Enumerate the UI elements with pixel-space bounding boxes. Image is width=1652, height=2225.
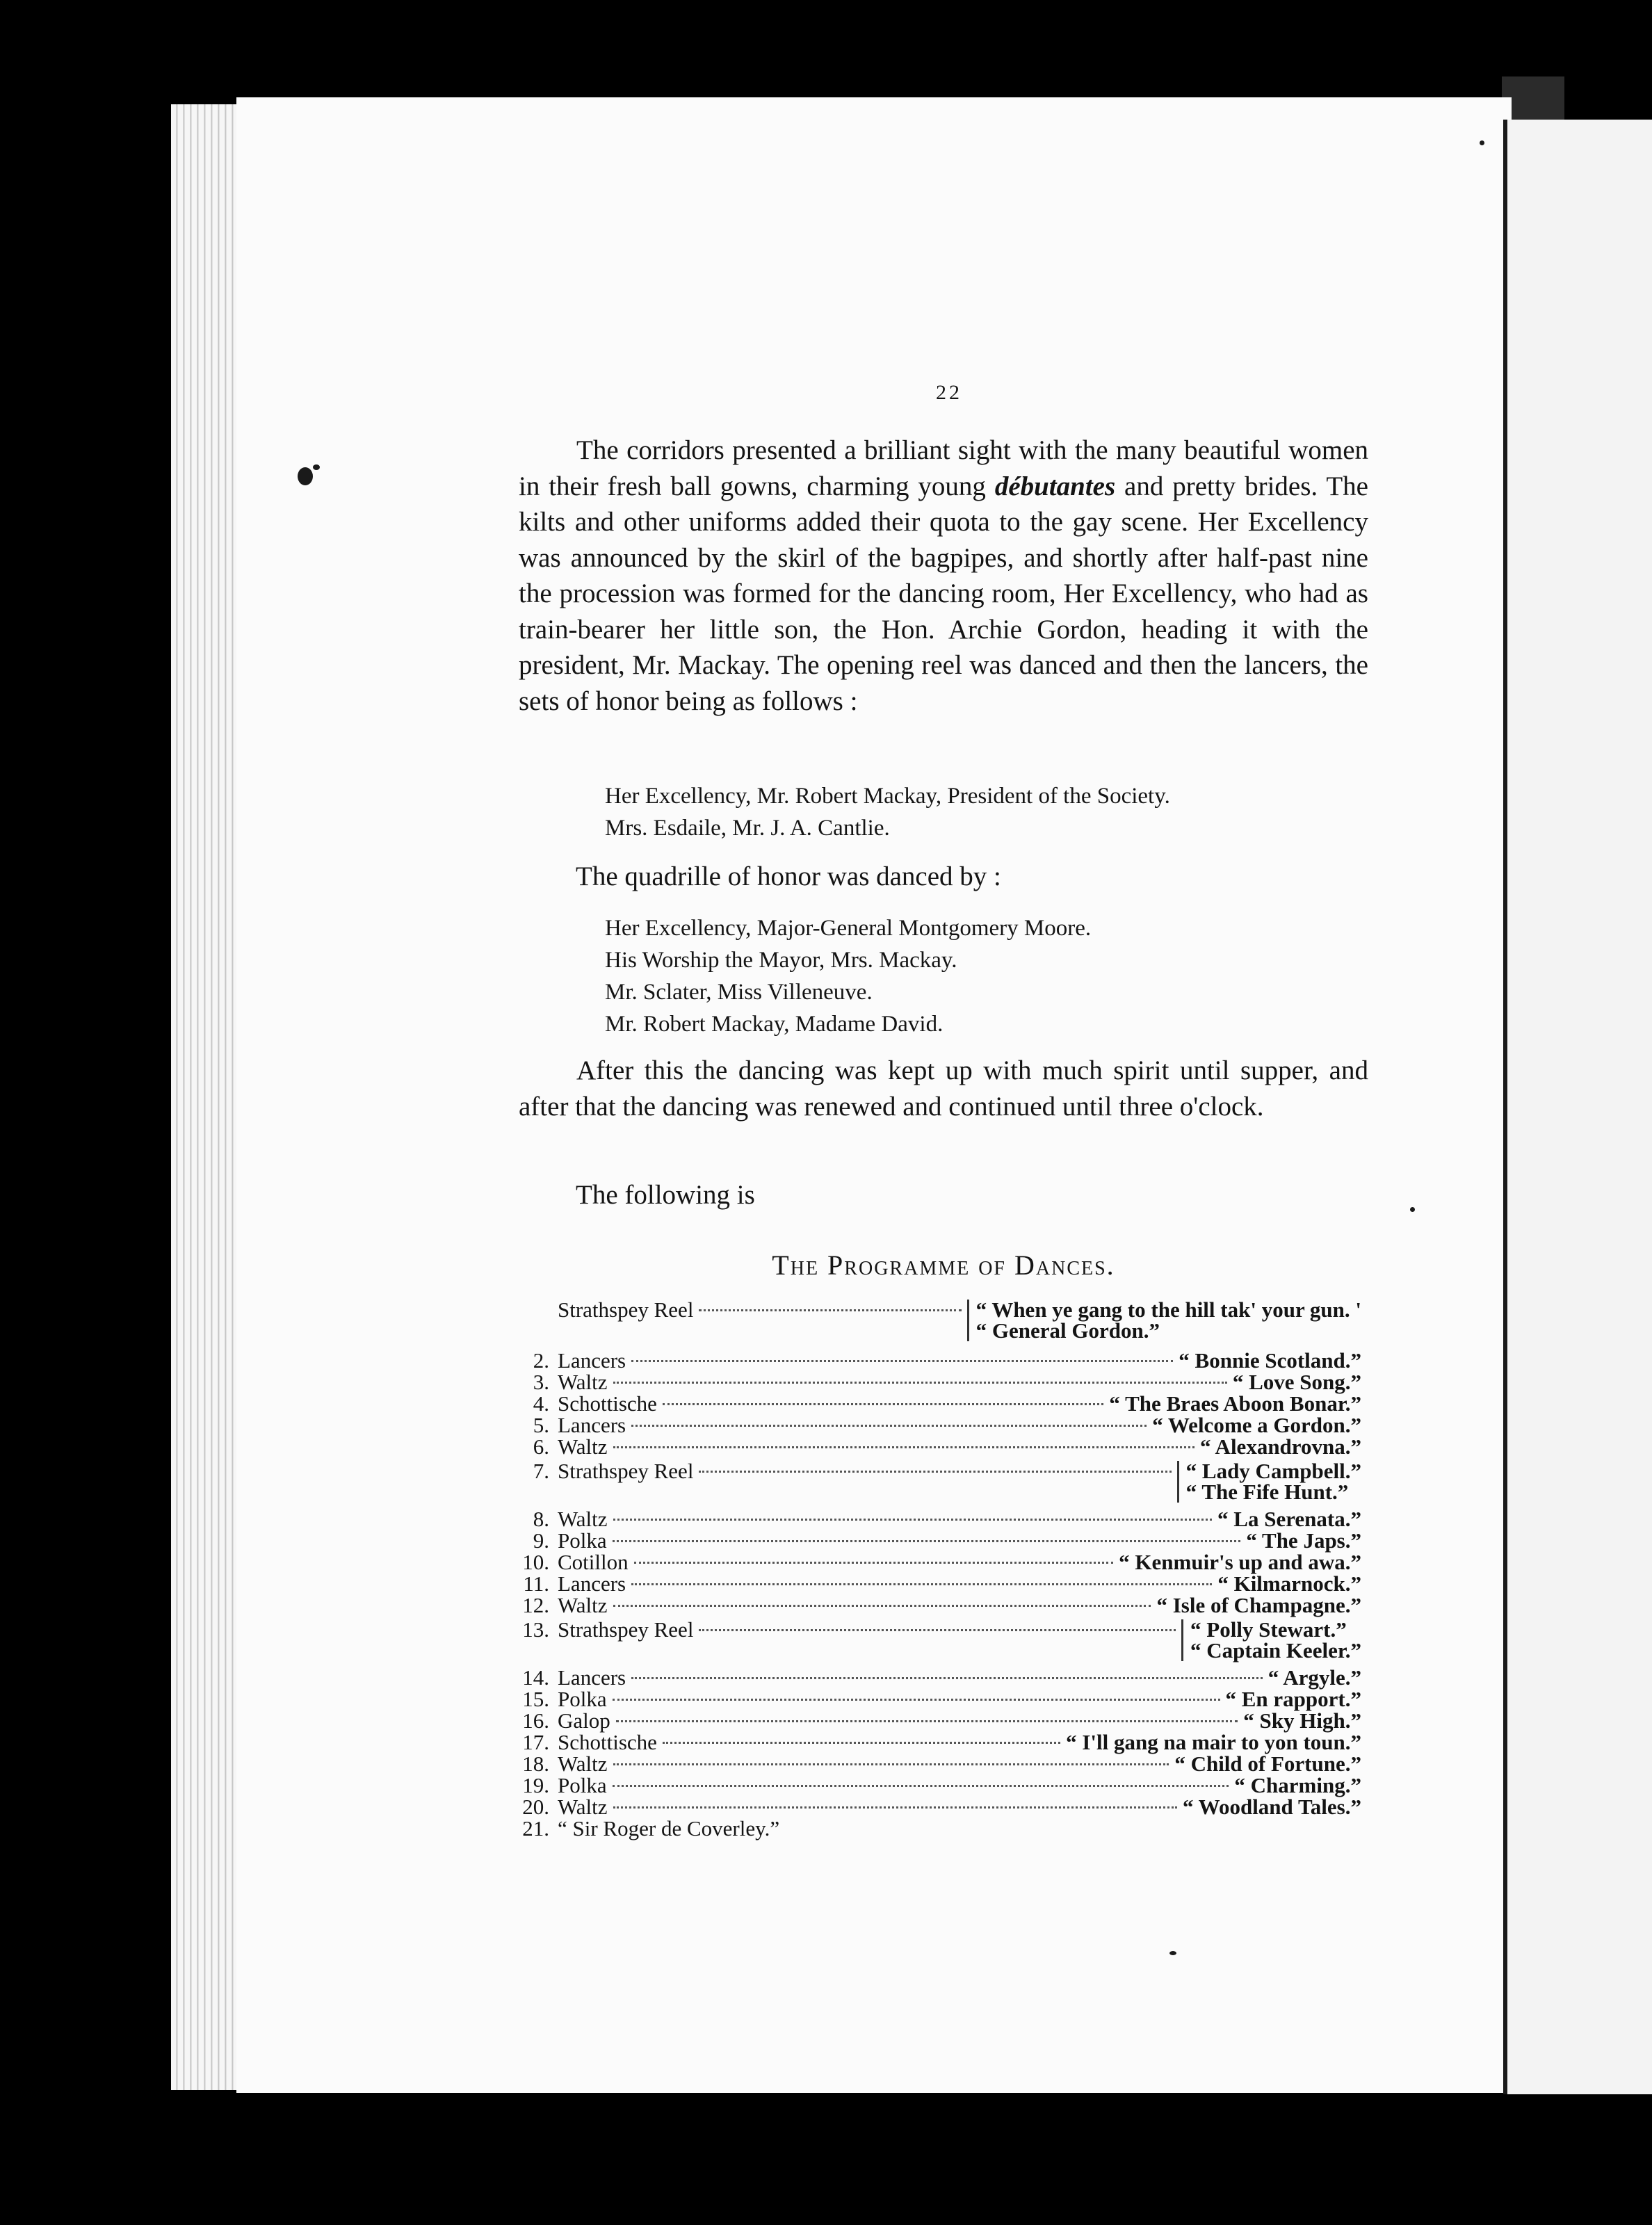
dance-name: Polka (558, 1687, 607, 1711)
dot-leader (631, 1360, 1173, 1362)
dot-leader (616, 1720, 1238, 1722)
dance-name: Lancers (558, 1348, 626, 1373)
tune-name: “ General Gordon.” (975, 1318, 1160, 1343)
tune-name: “ The Japs.” (1246, 1528, 1361, 1553)
paragraph-text: and pretty brides. The kilts and other uniforms added their quota to the gay scene. Her Excellency was announced by the skirl of the bagpipes, and shortly after half-past nine the procession was formed for the dancing room, Her Excellency, who had as train-bearer her little son, the Hon. Archie Gordon, heading it with the president, Mr. Mackay. The opening reel was danced and then the lancers, the sets of honor being as follows : (519, 471, 1368, 716)
dance-number: 19. (522, 1773, 549, 1797)
dot-leader (613, 1540, 1241, 1542)
sets-of-honor-list (605, 780, 1170, 844)
ink-speck (1169, 1951, 1176, 1955)
dance-number: 16. (522, 1708, 549, 1733)
dot-leader (663, 1742, 1060, 1744)
dance-number: 14. (522, 1665, 549, 1690)
dance-name: Lancers (558, 1413, 626, 1437)
tune-name: “ When ye gang to the hill tak' your gun. ' (975, 1297, 1361, 1322)
dance-number: 15. (522, 1687, 549, 1711)
dance-number: 6. (533, 1434, 549, 1459)
dot-leader (613, 1699, 1220, 1701)
dot-leader (699, 1309, 961, 1311)
tune-name: “ Welcome a Gordon.” (1152, 1413, 1361, 1437)
dot-leader (699, 1629, 1176, 1631)
ink-speck (1480, 140, 1484, 145)
programme-row (512, 1530, 1361, 1551)
ink-speck (313, 464, 320, 470)
tune-name: “ En rapport.” (1225, 1687, 1361, 1711)
ink-speck (298, 467, 313, 485)
dance-name: Cotillon (558, 1550, 629, 1574)
programme-row (512, 1667, 1361, 1688)
tune-name: “ Charming.” (1234, 1773, 1361, 1797)
tune-name: “ Kenmuir's up and awa.” (1119, 1550, 1361, 1574)
tune-name: “ Isle of Champagne.” (1156, 1593, 1361, 1617)
paragraph-dancing (519, 1053, 1368, 1124)
dot-leader (613, 1605, 1151, 1607)
dance-number: 3. (533, 1370, 549, 1394)
dance-number: 17. (522, 1730, 549, 1754)
quadrille-list (605, 912, 1091, 1040)
programme-row (512, 1414, 1361, 1436)
tune-name: “ I'll gang na mair to yon toun.” (1066, 1730, 1361, 1754)
dance-name: Waltz (558, 1751, 608, 1776)
dance-name: Lancers (558, 1571, 626, 1596)
tune-name: “ Argyle.” (1268, 1665, 1361, 1690)
programme-row (512, 1594, 1361, 1616)
dot-leader (613, 1382, 1227, 1384)
ink-speck (1410, 1207, 1415, 1212)
tune-pair (1177, 1461, 1361, 1503)
tune-name: “ Bonnie Scotland.” (1179, 1348, 1361, 1373)
dot-leader (663, 1403, 1103, 1405)
tune-name: “ Alexandrovna.” (1200, 1434, 1361, 1459)
dance-name: Lancers (558, 1665, 626, 1690)
programme-row (512, 1508, 1361, 1530)
dance-number: 13. (522, 1617, 549, 1642)
dot-leader (613, 1446, 1195, 1448)
dance-number: 5. (533, 1413, 549, 1437)
programme-row (512, 1731, 1361, 1753)
dance-number: 9. (533, 1528, 549, 1553)
tune-pair (1181, 1619, 1361, 1661)
programme-row (512, 1688, 1361, 1710)
dot-leader (613, 1763, 1169, 1765)
programme-row (512, 1436, 1361, 1457)
dance-name: Waltz (558, 1507, 608, 1531)
tune-name: “ La Serenata.” (1217, 1507, 1361, 1531)
tune-name: “ Kilmarnock.” (1217, 1571, 1361, 1596)
emphasis-debutantes: débutantes (994, 471, 1116, 501)
dance-name: “ Sir Roger de Coverley.” (558, 1816, 780, 1840)
programme-row (512, 1796, 1361, 1818)
paragraph-text: After this the dancing was kept up with much spirit until supper, and after that the dancing was renewed and continued until three o'clock. (519, 1055, 1368, 1122)
programme-title: The Programme of Dances. (772, 1249, 1115, 1281)
dance-number: 12. (522, 1593, 549, 1617)
dot-leader (631, 1677, 1263, 1679)
paragraph-corridors (519, 432, 1368, 719)
programme-row (512, 1573, 1361, 1594)
dot-leader (613, 1806, 1177, 1809)
tune-name: “ Captain Keeler.” (1190, 1638, 1361, 1662)
dance-name: Strathspey Reel (558, 1459, 694, 1483)
dance-name: Strathspey Reel (558, 1617, 694, 1642)
list-item: Her Excellency, Major-General Montgomery Moore. (605, 916, 1092, 941)
dot-leader (613, 1519, 1213, 1521)
dance-name: Waltz (558, 1593, 608, 1617)
dance-number: 18. (522, 1751, 549, 1776)
tune-pair (967, 1297, 1361, 1343)
tune-name: “ The Fife Hunt.” (1185, 1480, 1349, 1504)
programme-row (512, 1753, 1361, 1774)
dance-number: 10. (522, 1550, 549, 1574)
dance-number: 11. (523, 1571, 549, 1596)
tune-name: “ Love Song.” (1232, 1370, 1361, 1394)
facing-page-edge (1503, 120, 1652, 2094)
dance-name: Polka (558, 1773, 607, 1797)
quadrille-intro: The quadrille of honor was danced by : (576, 861, 1001, 891)
following-intro: The following is (576, 1180, 755, 1210)
dance-name: Waltz (558, 1795, 608, 1819)
tune-name: “ Lady Campbell.” (1185, 1459, 1361, 1483)
dance-name: Polka (558, 1528, 607, 1553)
dance-number: 7. (533, 1459, 549, 1483)
list-item: Mrs. Esdaile, Mr. J. A. Cantlie. (605, 816, 890, 841)
page-number: 22 (936, 381, 962, 404)
list-item: Her Excellency, Mr. Robert Mackay, President of the Society. (605, 784, 1170, 809)
programme-row (512, 1818, 1361, 1839)
dance-number: 20. (522, 1795, 549, 1819)
programme-row (512, 1299, 1361, 1341)
programme-row (512, 1460, 1361, 1503)
programme-row (512, 1710, 1361, 1731)
dance-number: 21. (522, 1816, 549, 1840)
list-item: Mr. Robert Mackay, Madame David. (605, 1012, 944, 1037)
dot-leader (699, 1471, 1171, 1473)
tune-name: “ Woodland Tales.” (1182, 1795, 1361, 1819)
dance-name: Galop (558, 1708, 610, 1733)
dance-number: 4. (533, 1391, 549, 1416)
tune-name: “ The Braes Aboon Bonar.” (1109, 1391, 1361, 1416)
programme-row (512, 1619, 1361, 1661)
programme-row (512, 1350, 1361, 1371)
tune-name: “ Sky High.” (1243, 1708, 1361, 1733)
dance-number: 2. (533, 1348, 549, 1373)
dot-leader (631, 1583, 1212, 1585)
dance-name: Waltz (558, 1370, 608, 1394)
paragraph-text: The corridors presented a brilliant sight with the many beautiful women in their fresh ball gowns, charming young (519, 435, 1368, 501)
dance-name: Waltz (558, 1434, 608, 1459)
programme-row (512, 1393, 1361, 1414)
dot-leader (631, 1425, 1147, 1427)
dance-name: Schottische (558, 1391, 657, 1416)
programme-row (512, 1551, 1361, 1573)
list-item: His Worship the Mayor, Mrs. Mackay. (605, 948, 957, 973)
tune-name: “ Child of Fortune.” (1174, 1751, 1361, 1776)
dot-leader (634, 1562, 1114, 1564)
dot-leader (613, 1785, 1229, 1787)
programme-of-dances (512, 1295, 1361, 1839)
list-item: Mr. Sclater, Miss Villeneuve. (605, 980, 873, 1005)
programme-row (512, 1774, 1361, 1796)
dance-name: Strathspey Reel (558, 1297, 694, 1322)
dance-number: 8. (533, 1507, 549, 1531)
tune-name: “ Polly Stewart.” (1190, 1617, 1347, 1642)
programme-row (512, 1371, 1361, 1393)
dance-name: Schottische (558, 1730, 657, 1754)
